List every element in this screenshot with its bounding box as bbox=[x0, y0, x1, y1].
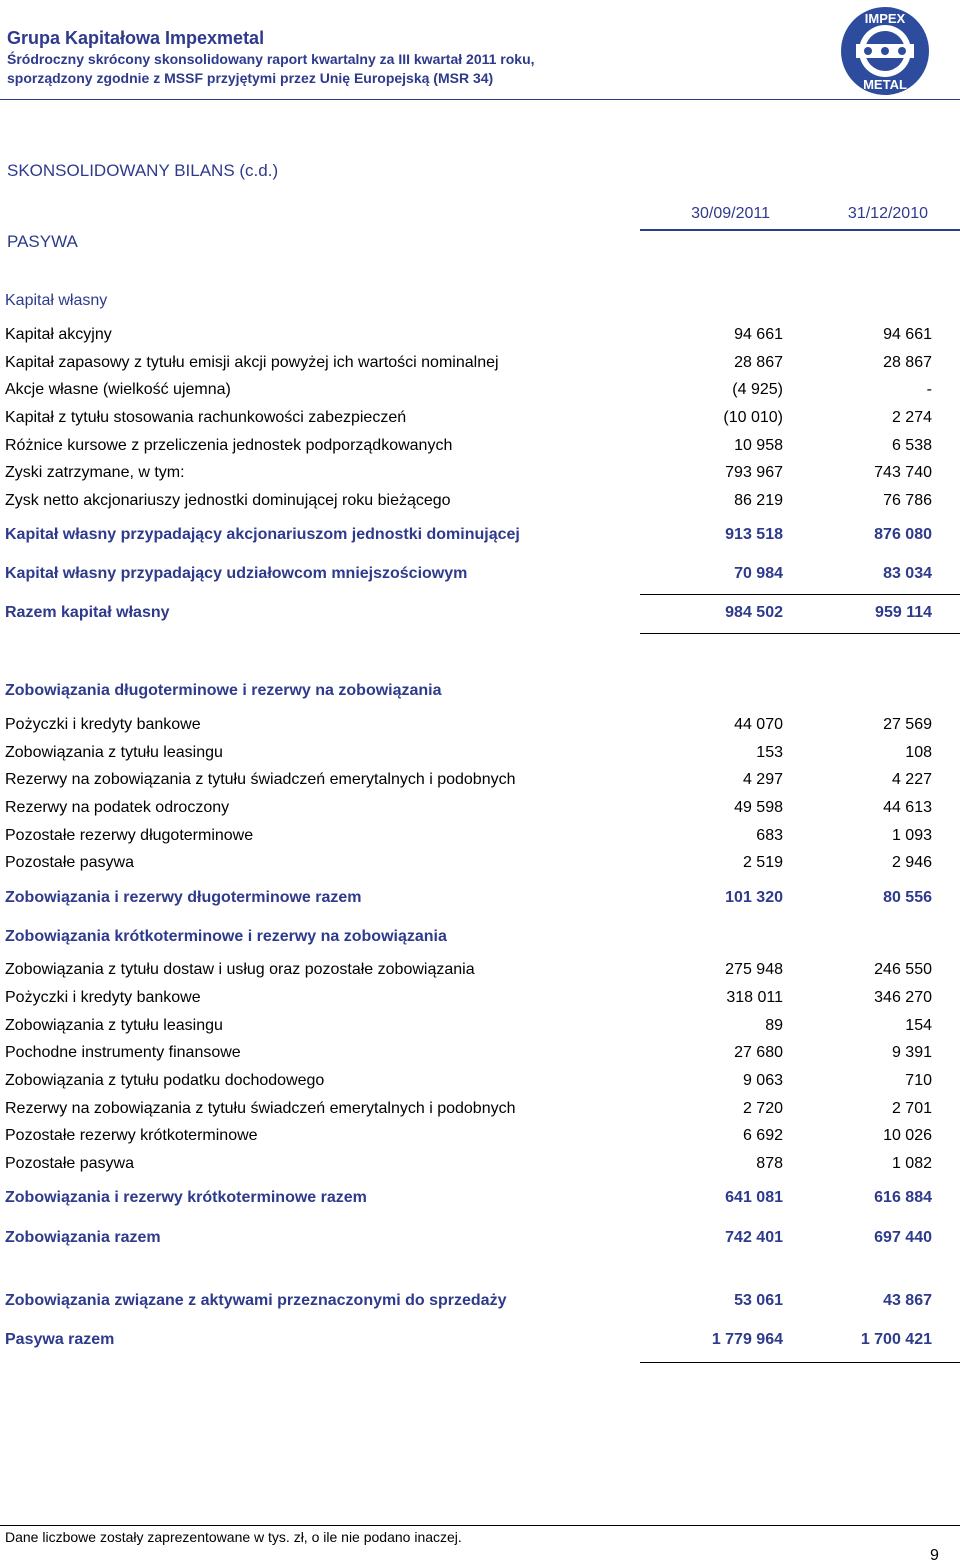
value-2011: 101 320 bbox=[725, 889, 783, 906]
value-2010: 616 884 bbox=[874, 1189, 932, 1206]
subtitle-line-2: sporządzony zgodnie z MSSF przyjętymi przez Unię Europejską (MSR 34) bbox=[7, 70, 494, 86]
value-2010: 108 bbox=[905, 744, 932, 761]
row-label: Akcje własne (wielkość ujemna) bbox=[5, 381, 231, 398]
table-row bbox=[0, 604, 960, 628]
value-2011: 742 401 bbox=[725, 1229, 783, 1246]
table-row bbox=[0, 716, 960, 740]
table-row bbox=[0, 1127, 960, 1151]
row-label: Kapitał akcyjny bbox=[5, 326, 112, 343]
row-label: Razem kapitał własny bbox=[5, 604, 170, 621]
impexmetal-logo bbox=[838, 6, 932, 96]
row-label: Rezerwy na podatek odroczony bbox=[5, 799, 230, 816]
table-row bbox=[0, 771, 960, 795]
row-label: Zyski zatrzymane, w tym: bbox=[5, 464, 185, 481]
row-label: Kapitał własny przypadający udziałowcom mniejszościowym bbox=[5, 565, 468, 582]
row-label: Rezerwy na zobowiązania z tytułu świadczeń emerytalnych i podobnych bbox=[5, 1100, 516, 1117]
table-row bbox=[0, 1189, 960, 1213]
value-2010: 154 bbox=[905, 1017, 932, 1034]
table-row bbox=[0, 292, 960, 316]
value-2011: 683 bbox=[756, 827, 783, 844]
value-2010: 4 227 bbox=[891, 771, 932, 788]
table-row bbox=[0, 961, 960, 985]
row-label: Kapitał własny przypadający akcjonariuszom jednostki dominującej bbox=[5, 526, 520, 543]
row-label: Zobowiązania długoterminowe i rezerwy na zobowiązania bbox=[5, 682, 442, 699]
row-label: Kapitał zapasowy z tytułu emisji akcji powyżej ich wartości nominalnej bbox=[5, 354, 499, 371]
table-row bbox=[0, 565, 960, 589]
value-2010: 346 270 bbox=[874, 989, 932, 1006]
value-2011: 878 bbox=[756, 1155, 783, 1172]
value-2010: - bbox=[926, 381, 932, 398]
value-2011: 9 063 bbox=[742, 1072, 783, 1089]
value-2010: 697 440 bbox=[874, 1229, 932, 1246]
value-2010: 83 034 bbox=[883, 565, 932, 582]
value-2011: 6 692 bbox=[742, 1127, 783, 1144]
value-2011: (4 925) bbox=[732, 381, 783, 398]
value-2011: 153 bbox=[756, 744, 783, 761]
column-header-underline bbox=[640, 229, 960, 231]
row-label: Zobowiązania krótkoterminowe i rezerwy na zobowiązania bbox=[5, 928, 447, 945]
table-row bbox=[0, 464, 960, 488]
column-header-2011: 30/09/2011 bbox=[691, 205, 770, 222]
row-label: Pozostałe rezerwy długoterminowe bbox=[5, 827, 254, 844]
row-label: Pozostałe rezerwy krótkoterminowe bbox=[5, 1127, 258, 1144]
value-2010: 80 556 bbox=[883, 889, 932, 906]
pasywa-label: PASYWA bbox=[7, 232, 78, 251]
logo-text-bottom: METAL bbox=[863, 77, 907, 92]
value-2010: 10 026 bbox=[883, 1127, 932, 1144]
row-label: Zobowiązania i rezerwy krótkoterminowe razem bbox=[5, 1189, 367, 1206]
value-2011: 2 519 bbox=[742, 854, 783, 871]
value-2010: 959 114 bbox=[875, 604, 932, 621]
report-subtitle bbox=[7, 50, 535, 88]
total-rule bbox=[640, 633, 960, 634]
row-label: Różnice kursowe z przeliczenia jednostek podporządkowanych bbox=[5, 437, 453, 454]
report-header bbox=[0, 0, 960, 100]
row-label: Pożyczki i kredyty bankowe bbox=[5, 989, 201, 1006]
value-2010: 6 538 bbox=[891, 437, 932, 454]
value-2011: 70 984 bbox=[734, 565, 783, 582]
table-row bbox=[0, 889, 960, 913]
row-label: Pożyczki i kredyty bankowe bbox=[5, 716, 201, 733]
value-2010: 876 080 bbox=[874, 526, 932, 543]
value-2011: 86 219 bbox=[734, 492, 783, 509]
table-row bbox=[0, 437, 960, 461]
row-label: Kapitał z tytułu stosowania rachunkowości zabezpieczeń bbox=[5, 409, 407, 426]
table-row bbox=[0, 409, 960, 433]
value-2010: 28 867 bbox=[883, 354, 932, 371]
value-2011: 641 081 bbox=[725, 1189, 783, 1206]
value-2010: 2 274 bbox=[891, 409, 932, 426]
row-label: Zobowiązania i rezerwy długoterminowe razem bbox=[5, 889, 362, 906]
value-2010: 743 740 bbox=[874, 464, 932, 481]
value-2011: 275 948 bbox=[725, 961, 783, 978]
row-label: Rezerwy na zobowiązania z tytułu świadczeń emerytalnych i podobnych bbox=[5, 771, 516, 788]
value-2011: 4 297 bbox=[742, 771, 783, 788]
row-label: Zobowiązania z tytułu leasingu bbox=[5, 744, 223, 761]
value-2011: 984 502 bbox=[725, 604, 783, 621]
table-row bbox=[0, 1072, 960, 1096]
table-row bbox=[0, 928, 960, 952]
value-2010: 1 093 bbox=[891, 827, 932, 844]
table-row bbox=[0, 827, 960, 851]
header-divider bbox=[0, 99, 960, 100]
page-number: 9 bbox=[930, 1547, 939, 1564]
value-2010: 710 bbox=[905, 1072, 932, 1089]
value-2011: 793 967 bbox=[725, 464, 783, 481]
table-row bbox=[0, 1100, 960, 1124]
value-2010: 2 946 bbox=[891, 854, 932, 871]
row-label: Zysk netto akcjonariuszy jednostki dominującej roku bieżącego bbox=[5, 492, 451, 509]
logo-text-top: IMPEX bbox=[864, 11, 906, 26]
value-2011: 49 598 bbox=[734, 799, 783, 816]
table-row bbox=[0, 381, 960, 405]
value-2010: 9 391 bbox=[891, 1044, 932, 1061]
value-2011: 44 070 bbox=[734, 716, 783, 733]
value-2011: 94 661 bbox=[734, 326, 783, 343]
value-2010: 246 550 bbox=[874, 961, 932, 978]
table-row bbox=[0, 799, 960, 823]
row-label: Pozostałe pasywa bbox=[5, 854, 134, 871]
row-label: Pasywa razem bbox=[5, 1331, 115, 1348]
row-label: Zobowiązania razem bbox=[5, 1229, 161, 1246]
table-row bbox=[0, 1331, 960, 1355]
group-name: Grupa Kapitałowa Impexmetal bbox=[7, 28, 265, 48]
subtitle-line-1: Śródroczny skrócony skonsolidowany raport kwartalny za III kwartał 2011 roku, bbox=[7, 51, 535, 67]
column-header-2010: 31/12/2010 bbox=[847, 205, 928, 222]
value-2010: 44 613 bbox=[883, 799, 932, 816]
table-row bbox=[0, 526, 960, 550]
value-2011: (10 010) bbox=[723, 409, 783, 426]
table-row bbox=[0, 1044, 960, 1068]
value-2010: 1 700 421 bbox=[860, 1331, 932, 1348]
value-2011: 28 867 bbox=[734, 354, 783, 371]
table-row bbox=[0, 1017, 960, 1041]
value-2011: 2 720 bbox=[742, 1100, 783, 1117]
row-label: Zobowiązania związane z aktywami przeznaczonymi do sprzedaży bbox=[5, 1292, 507, 1309]
section-title: SKONSOLIDOWANY BILANS (c.d.) bbox=[7, 161, 279, 180]
table-row bbox=[0, 744, 960, 768]
footer-divider bbox=[0, 1525, 960, 1526]
value-2010: 27 569 bbox=[883, 716, 932, 733]
table-row bbox=[0, 354, 960, 378]
footer-note: Dane liczbowe zostały zaprezentowane w tys. zł, o ile nie podano inaczej. bbox=[5, 1529, 462, 1545]
value-2011: 53 061 bbox=[734, 1292, 783, 1309]
value-2011: 10 958 bbox=[734, 437, 783, 454]
total-rule bbox=[640, 1362, 960, 1363]
table-row bbox=[0, 1229, 960, 1253]
value-2011: 89 bbox=[765, 1017, 783, 1034]
table-row bbox=[0, 1155, 960, 1179]
table-row bbox=[0, 326, 960, 350]
value-2011: 913 518 bbox=[725, 526, 783, 543]
table-row bbox=[0, 1292, 960, 1316]
value-2010: 76 786 bbox=[883, 492, 932, 509]
table-row bbox=[0, 854, 960, 878]
value-2010: 1 082 bbox=[891, 1155, 932, 1172]
value-2010: 43 867 bbox=[883, 1292, 932, 1309]
value-2010: 94 661 bbox=[883, 326, 932, 343]
row-label: Pozostałe pasywa bbox=[5, 1155, 134, 1172]
row-label: Zobowiązania z tytułu dostaw i usług oraz pozostałe zobowiązania bbox=[5, 961, 475, 978]
value-2011: 1 779 964 bbox=[711, 1331, 783, 1348]
value-2011: 27 680 bbox=[734, 1044, 783, 1061]
row-label: Pochodne instrumenty finansowe bbox=[5, 1044, 241, 1061]
value-2010: 2 701 bbox=[891, 1100, 932, 1117]
value-2011: 318 011 bbox=[726, 989, 783, 1006]
table-row bbox=[0, 989, 960, 1013]
row-label: Zobowiązania z tytułu leasingu bbox=[5, 1017, 223, 1034]
total-rule bbox=[640, 594, 960, 595]
table-row bbox=[0, 492, 960, 516]
row-label: Zobowiązania z tytułu podatku dochodowego bbox=[5, 1072, 325, 1089]
table-row bbox=[0, 682, 960, 706]
row-label: Kapitał własny bbox=[5, 292, 108, 309]
